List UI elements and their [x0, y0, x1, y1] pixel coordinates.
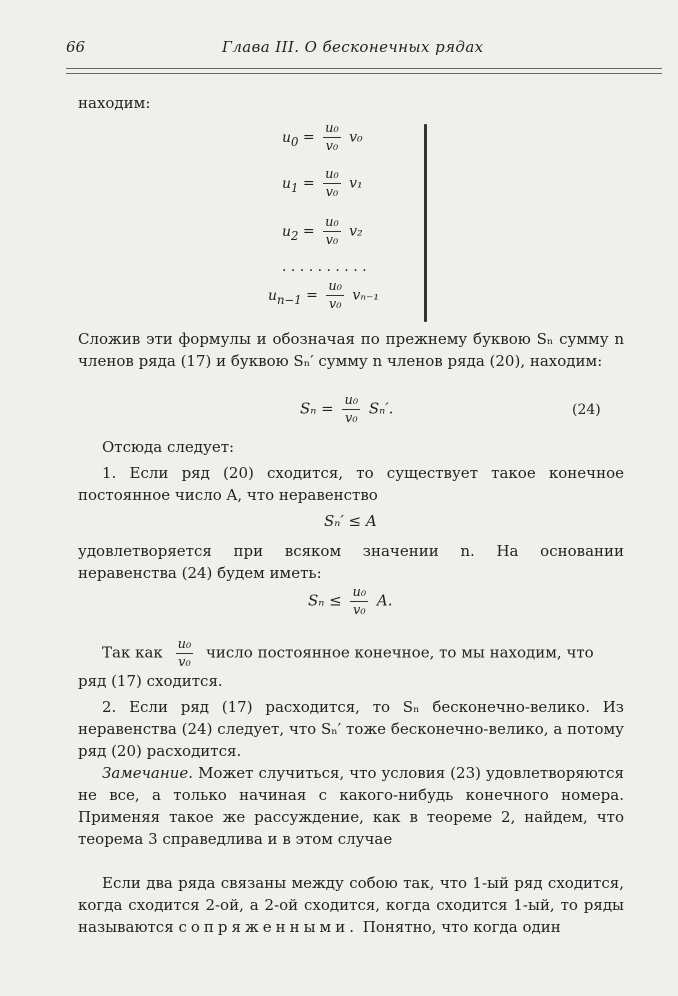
- header-rule: [66, 68, 662, 69]
- inequality: Sₙ′ ≤ A: [324, 512, 377, 530]
- formula-lhs: $u_1$: [282, 175, 299, 195]
- right-brace: [424, 124, 427, 322]
- inequality-bound: Sₙ ≤ $\frac{\text{u₀}}{\text{v₀}}$ A.: [308, 585, 393, 618]
- formula-lhs: $u_0$: [282, 129, 299, 149]
- remark-label: Замечание.: [102, 764, 194, 782]
- formula-rhs: vₙ₋₁: [352, 287, 380, 304]
- fraction: $\frac{\text{u₀}}{\text{v₀}}$: [325, 121, 339, 154]
- conjugate-paragraph: Если два ряда связаны между собою так, что 1-ый ряд сходится, когда сходится 2-ой, а 2-ой сходится, когда сходится 1-ый, то ряды называются сопряженными. Понятно, что когда один: [78, 874, 624, 936]
- fraction: $\frac{\text{u₀}}{\text{v₀}}$: [352, 585, 367, 618]
- fraction: $\frac{\text{u₀}}{\text{v₀}}$: [328, 279, 342, 312]
- item-2-text: 2. Если ряд (17) расходится, то Sₙ бесконечно-велико. Из неравенства (24) следует, что Sₙ′ тоже бесконечно-велико, а потому ряд (20) расходится.: [78, 698, 624, 760]
- formula-lhs: $u_2$: [282, 223, 299, 243]
- fraction: $\frac{\text{u₀}}{\text{v₀}}$: [325, 215, 339, 248]
- formula-lhs: $u_{n-1}$: [268, 287, 302, 307]
- item-1-continued: удовлетворяется при всяком значении n. На основании неравенства (24) будем иметь:: [78, 542, 624, 582]
- item-1-text: 1. Если ряд (20) сходится, то существует такое конечное постоянное число A, что неравенство: [78, 464, 624, 504]
- page-number: 66: [66, 38, 86, 56]
- formula-row: $u_1$ = $\frac{\text{u₀}}{\text{v₀}}$ v₁: [282, 167, 363, 200]
- formula-row: $u_0$ = $\frac{\text{u₀}}{\text{v₀}}$ v₀: [282, 121, 363, 154]
- item-1-final: ряд (17) сходится.: [78, 672, 223, 690]
- formula-rhs: v₀: [349, 129, 363, 146]
- consequence-heading: Отсюда следует:: [102, 438, 235, 456]
- formula-rhs: v₂: [349, 223, 363, 240]
- paragraph-sum: Сложив эти формулы и обозначая по прежнему буквою Sₙ сумму n членов ряда (17) и буквою Sₙ′ сумму n членов ряда (20), находим:: [78, 330, 624, 370]
- item-1-conclusion: Так как $\frac{\text{u₀}}{\text{v₀}}$ число постоянное конечное, то мы находим, что: [102, 637, 594, 670]
- formula-row: $u_{n-1}$ = $\frac{\text{u₀}}{\text{v₀}}$ vₙ₋₁: [268, 279, 380, 312]
- fraction: $\frac{\text{u₀}}{\text{v₀}}$: [325, 167, 339, 200]
- equation-24: Sₙ = $\frac{\text{u₀}}{\text{v₀}}$ Sₙ′.: [300, 393, 394, 426]
- formula-rhs: v₁: [349, 175, 363, 192]
- intro-text: находим:: [78, 94, 151, 112]
- header-rule-double: [66, 73, 662, 74]
- ellipsis-dots: . . . . . . . . . .: [282, 259, 367, 275]
- remark-paragraph: [78, 762, 624, 850]
- formula-row: $u_2$ = $\frac{\text{u₀}}{\text{v₀}}$ v₂: [282, 215, 363, 248]
- remark-text: Может случиться, что условия (23) удовлетворяются не все, а только начиная с какого-нибудь конечного номера. Применяя такое же рассуждение, как в теореме 2, найдем, что теорема 3 справедлива и в этом случае: [78, 764, 624, 848]
- spaced-term: сопряженными.: [178, 918, 358, 936]
- running-title: Глава III. О бесконечных рядах: [222, 38, 484, 56]
- fraction: $\frac{\text{u₀}}{\text{v₀}}$: [344, 393, 359, 426]
- equation-number: (24): [572, 402, 601, 418]
- fraction: $\frac{\text{u₀}}{\text{v₀}}$: [177, 637, 192, 670]
